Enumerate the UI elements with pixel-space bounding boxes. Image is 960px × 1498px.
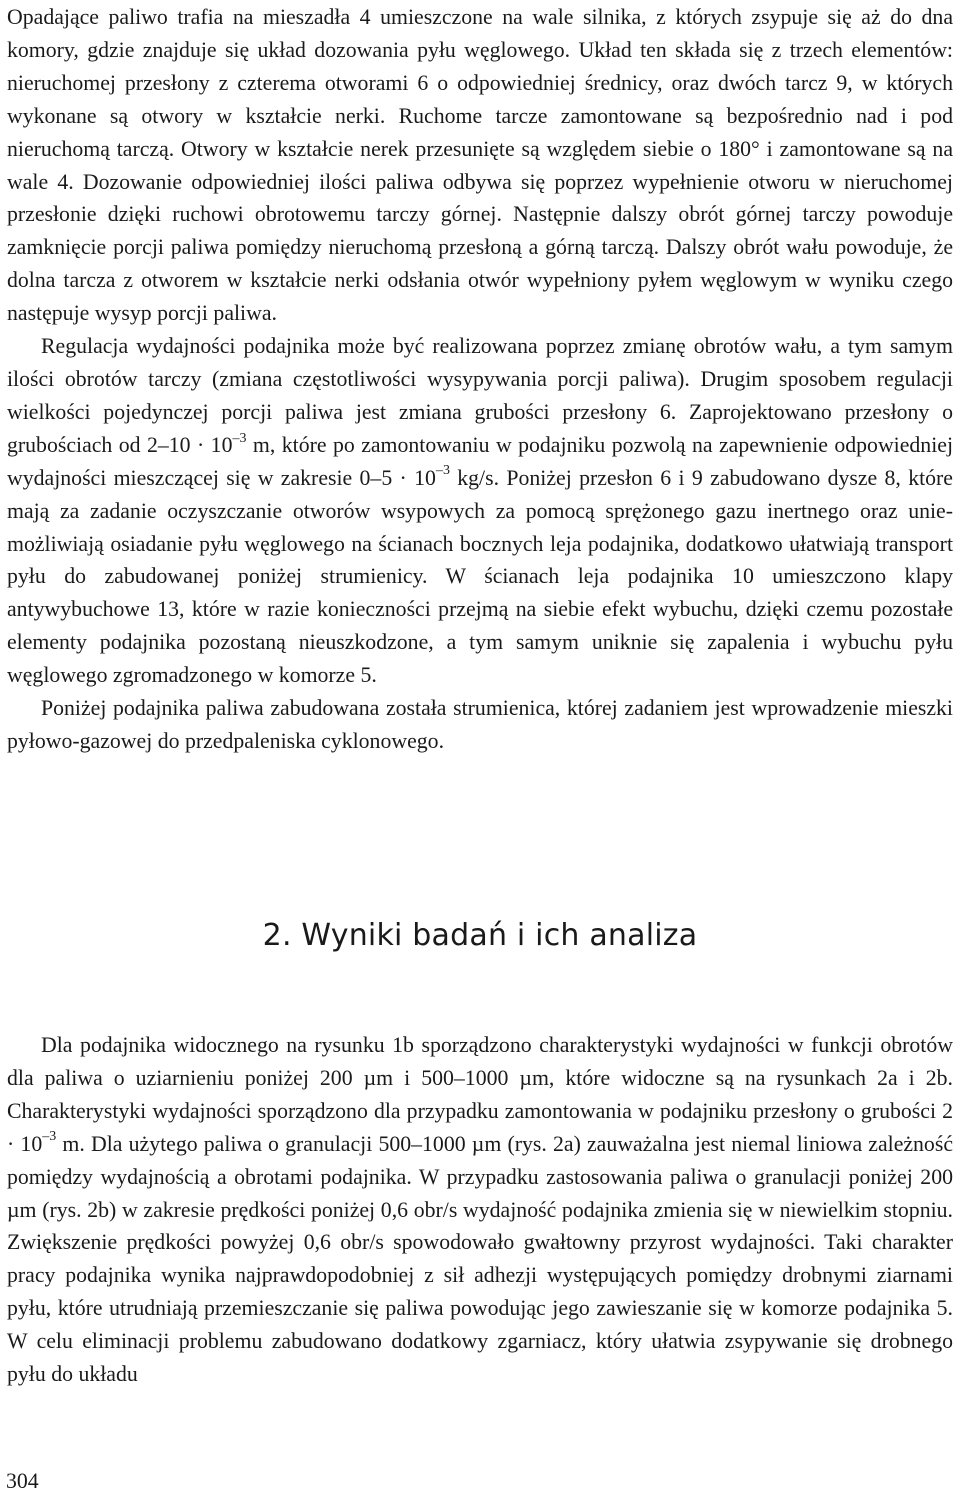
paragraph-text: m. Dla użytego paliwa o granulacji 500–1000 µm (rys. 2a) zauważalna jest niemal liniowa zależność pomiędzy wydajnością a obrotami podajnika. W przypadku zastosowania paliwa o granulacji poniżej 200 µm (rys. 2b) w zakresie prędkości poniżej 0,6 obr/s wydajność podajnika zmienia się w niewielkim stopniu. Zwiększenie prędkości powyżej 0,6 obr/s spowodowało gwałtowny przyrost wydajności. Taki charakter pracy podajnika wynika najprawdopodobniej z sił adhezji występujących pomiędzy drobnymi ziarnami pyłu, które utrudniają przemieszczanie się paliwa powodując jego zawieszanie się w komorze podajnika 5. W celu eliminacji problemu zabudowano dodatkowy zgarniacz, który ułatwia zsypywanie się drobnego pyłu do układu	[7, 1131, 953, 1387]
exponent: –3	[232, 430, 247, 446]
paragraph-ejector	[7, 692, 953, 758]
paragraph-text: Opadające paliwo trafia na mieszadła 4 umieszczone na wale silnika, z których zsypuje się aż do dna komory, gdzie znajduje się układ dozowania pyłu węglowego. Układ ten składa się z trzech elementów: nieruchomej przesłony z czterema otworami 6 o odpowiedniej średnicy, oraz dwóch tarcz 9, w których wykonane są otwory w kształcie nerki. Ruchome tarcze zamontowane są bezpośrednio nad i pod nieruchomą tarczą. Otwory w kształcie nerek przesunięte są względem siebie o 180° i zamontowane są na wale 4. Dozowanie odpowiedniej ilości paliwa odbywa się poprzez wypełnienie otworu w nieruchomej przesłonie dzięki ruchowi obrotowemu tarczy górnej. Następnie dalszy obrót górnej tarczy powoduje zamknięcie porcji paliwa pomiędzy nieruchomą przesłoną a górną tarczą. Dalszy obrót wału powoduje, że dolna tarcza z otworem w kształcie nerki odsłania otwór wypełniony pyłem węglowym w wyniku czego następuje wysyp porcji paliwa.	[7, 5, 953, 326]
paragraph-regulation	[7, 330, 953, 692]
page-number: 304	[6, 1469, 39, 1493]
exponent: –3	[42, 1129, 57, 1145]
paragraph-dosing-system	[7, 1, 953, 330]
paragraph-text: kg/s. Poniżej przesłon 6 i 9 zabudowano dysze 8, które mają za zadanie oczyszczanie otworów wsypowych za pomocą sprężonego gazu inertnego oraz uniemożliwiają osiadanie pyłu węglowego na ścianach bocznych leja podajnika, dodatkowo ułatwiają transport pyłu do zabudowanej poniżej strumienicy. W ścianach leja podajnika 10 umieszczono klapy antywybuchowe 13, które w razie konieczności przejmą na siebie efekt wybuchu, dzięki czemu pozostałe elementy podajnika pozostaną nieuszkodzone, a tym samym uniknie się zapalenia i wybuchu pyłu węglowego zgromadzonego w komorze 5.	[7, 465, 953, 688]
paragraph-text: Poniżej podajnika paliwa zabudowana została strumienica, której zadaniem jest wprowadzenie mieszki pyłowo-gazowej do przedpaleniska cyklonowego.	[7, 696, 953, 753]
paragraph-text: m, które po zamontowaniu w podajniku pozwolą na zapewnienie odpowiedniej wydajności mieszczącej się w zakresie 0–5 · 10	[7, 432, 953, 490]
body-text-section-2	[7, 1029, 953, 1391]
body-text-section-1	[7, 0, 953, 758]
exponent: –3	[435, 463, 450, 479]
paragraph-results	[7, 1029, 953, 1391]
section-heading: 2. Wyniki badań i ich analiza	[262, 918, 698, 953]
paragraph-text: Dla podajnika widocznego na rysunku 1b sporządzono charakterystyki wydajności w funkcji obrotów dla paliwa o uziarnieniu poniżej 200 µm i 500–1000 µm, które widoczne są na rysunkach 2a i 2b. Charakterystyki wydajności sporządzono dla przypadku zamontowania w podajniku przesłony o grubości 2 · 10	[7, 1033, 953, 1156]
paragraph-text: Regulacja wydajności podajnika może być realizowana poprzez zmianę obrotów wału, a tym samym ilości obrotów tarczy (zmiana częstotliwości wysypywania porcji paliwa). Drugim sposobem regulacji wielkości pojedynczej porcji paliwa jest zmiana grubości przesłony 6. Zaprojektowano przesłony o grubościach od 2–10 · 10	[7, 334, 953, 457]
